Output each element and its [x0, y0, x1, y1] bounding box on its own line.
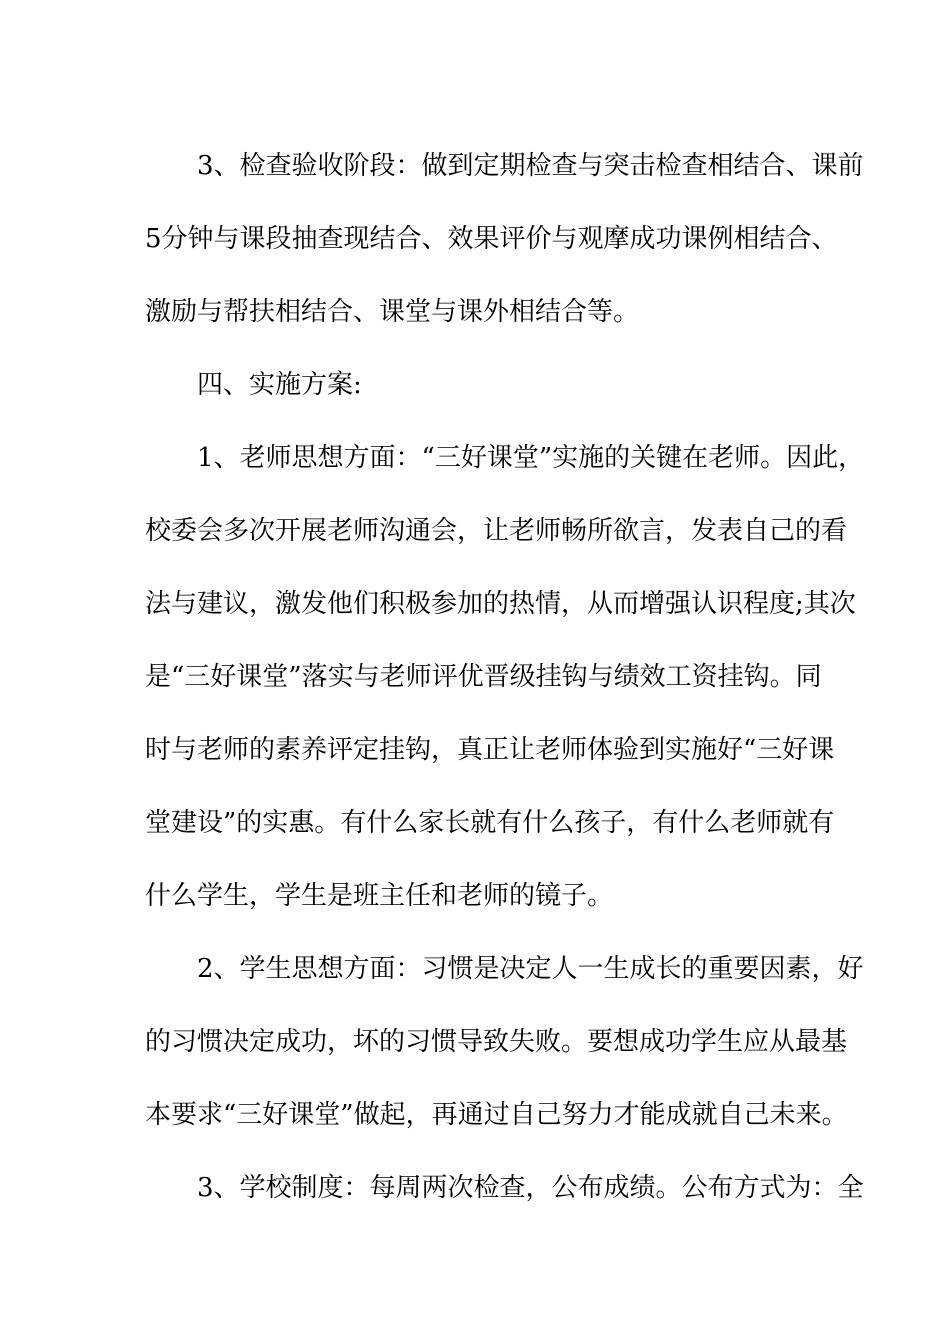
text-line: 5分钟与课段抽查现结合、效果评价与观摩成功课例相结合、 — [145, 224, 838, 254]
text-line: 的习惯决定成功，坏的习惯导致失败。要想成功学生应从最基 — [145, 1027, 848, 1057]
text-line: 2、学生思想方面：习惯是决定人一生成长的重要因素，好 — [197, 954, 864, 984]
text-line: 堂建设”的实惠。有什么家长就有什么孩子，有什么老师就有 — [145, 808, 835, 838]
text-line: 1、老师思想方面：“三好课堂”实施的关键在老师。因此， — [197, 443, 865, 473]
text-line: 本要求“三好课堂”做起，再通过自己努力才能成就自己未来。 — [145, 1100, 848, 1130]
text-line: 时与老师的素养评定挂钩，真正让老师体验到实施好“三好课 — [145, 735, 835, 765]
text-line: 是“三好课堂”落实与老师评优晋级挂钩与绩效工资挂钩。同 — [145, 662, 822, 692]
text-line: 法与建议，激发他们积极参加的热情，从而增强认识程度;其次 — [145, 589, 856, 619]
text-line: 校委会多次开展老师沟通会，让老师畅所欲言，发表自己的看 — [145, 516, 848, 546]
section-heading: 四、实施方案: — [197, 370, 362, 400]
text-line: 什么学生，学生是班主任和老师的镜子。 — [145, 881, 614, 911]
text-line: 3、检查验收阶段：做到定期检查与突击检查相结合、课前 — [197, 151, 864, 181]
text-line: 激励与帮扶相结合、课堂与课外相结合等。 — [145, 297, 640, 327]
document-body — [145, 130, 865, 1225]
text-line: 3、学校制度：每周两次检查，公布成绩。公布方式为：全 — [197, 1173, 864, 1203]
